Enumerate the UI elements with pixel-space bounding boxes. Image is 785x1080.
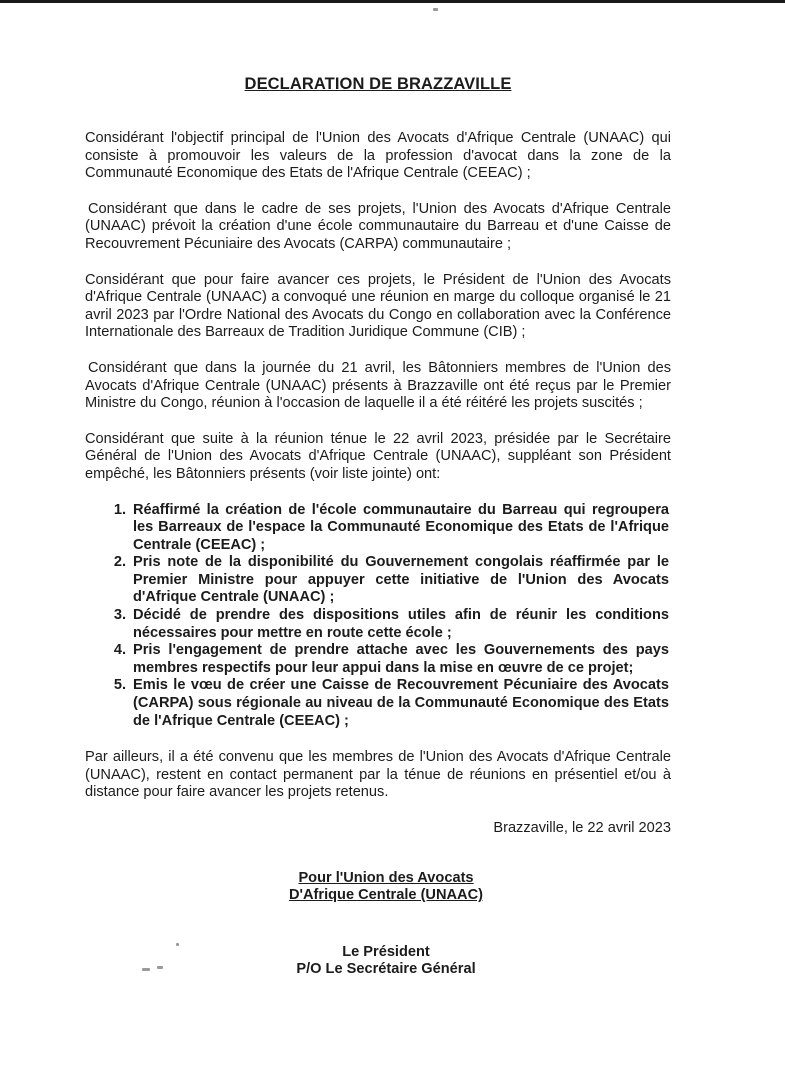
scan-top-edge — [0, 0, 785, 3]
resolution-text: Réaffirmé la création de l'école communautaire du Barreau qui regroupera les Barreaux de l'espace la Communauté Economique des Etats de l'Afrique Centrale (CEEAC) ; — [133, 501, 669, 553]
signature-org-line: Pour l'Union des Avocats — [298, 869, 474, 886]
preamble-paragraph: Considérant l'objectif principal de l'Union des Avocats d'Afrique Centrale (UNAAC) qui consiste à promouvoir les valeurs de la profession d'avocat dans la zone de la Communauté Economique des Etats de l'Afrique Centrale (CEEAC) ; — [85, 130, 671, 182]
resolution-number: 4. — [113, 642, 126, 659]
resolution-number: 5. — [113, 677, 126, 694]
preamble-paragraph: Considérant que dans la journée du 21 avril, les Bâtonniers membres de l'Union des Avocats d'Afrique Centrale (UNAAC) présents à Brazzaville ont été reçus par le Premier Ministre du Congo, réunion à l'occasion de laquelle il a été réitéré les projets suscités ; — [85, 359, 671, 412]
preamble-paragraph: Considérant que pour faire avancer ces projets, le Président de l'Union des Avocats d'Afrique Centrale (UNAAC) a convoqué une réunion en marge du colloque organisé le 21 avril 2023 par l'Ordre National des Avocats du Congo en collaboration avec la Conférence Internationale des Barreaux de Tradition Juridique Commune (CIB) ; — [85, 271, 671, 341]
signature-organization — [85, 870, 671, 905]
resolution-item — [85, 677, 671, 730]
signature-org-line: D'Afrique Centrale (UNAAC) — [288, 887, 483, 904]
scan-artifact — [433, 8, 438, 11]
resolution-number: 3. — [113, 607, 126, 624]
closing-paragraph: Par ailleurs, il a été convenu que les membres de l'Union des Avocats d'Afrique Centrale (UNAAC), restent en contact permanent par la ténue de réunions en présentiel et/ou à distance pour faire avancer les projets retenus. — [85, 749, 671, 801]
resolution-text: Décidé de prendre des dispositions utiles afin de réunir les conditions nécessaires pour mettre en route cette école ; — [133, 607, 669, 641]
resolution-number: 2. — [113, 554, 126, 571]
resolution-item — [85, 642, 671, 677]
signature-role — [85, 944, 671, 979]
resolution-item — [85, 554, 671, 607]
preamble-paragraph: Considérant que suite à la réunion ténue le 22 avril 2023, présidée par le Secrétaire Général de l'Union des Avocats d'Afrique Centrale (UNAAC), suppléant son Président empêché, les Bâtonniers présents (voir liste jointe) ont: — [85, 430, 671, 482]
resolution-item — [85, 502, 671, 555]
document-page — [85, 75, 671, 979]
resolutions-list — [85, 502, 671, 731]
resolution-number: 1. — [113, 501, 126, 518]
resolution-text: Pris note de la disponibilité du Gouvernement congolais réaffirmée par le Premier Ministre pour appuyer cette initiative de l'Union des Avocats d'Afrique Centrale (UNAAC) ; — [133, 554, 669, 606]
place-date: Brazzaville, le 22 avril 2023 — [493, 820, 671, 836]
resolution-text: Emis le vœu de créer une Caisse de Recouvrement Pécuniaire des Avocats (CARPA) sous régionale au niveau de la Communauté Economique des Etats de l'Afrique Centrale (CEEAC) ; — [133, 677, 669, 729]
document-title: DECLARATION DE BRAZZAVILLE — [244, 75, 512, 93]
signature-role-line: Le Président — [342, 943, 430, 960]
resolution-text: Pris l'engagement de prendre attache avec les Gouvernements des pays membres respectifs pour leur appui dans la mise en œuvre de ce projet; — [133, 642, 669, 676]
signature-role-line: P/O Le Secrétaire Général — [296, 961, 476, 978]
resolution-item — [85, 607, 671, 642]
preamble-paragraph: Considérant que dans le cadre de ses projets, l'Union des Avocats d'Afrique Centrale (UNAAC) prévoit la création d'une école communautaire du Barreau et d'une Caisse de Recouvrement Pécuniaire des Avocats (CARPA) communautaire ; — [85, 200, 671, 252]
